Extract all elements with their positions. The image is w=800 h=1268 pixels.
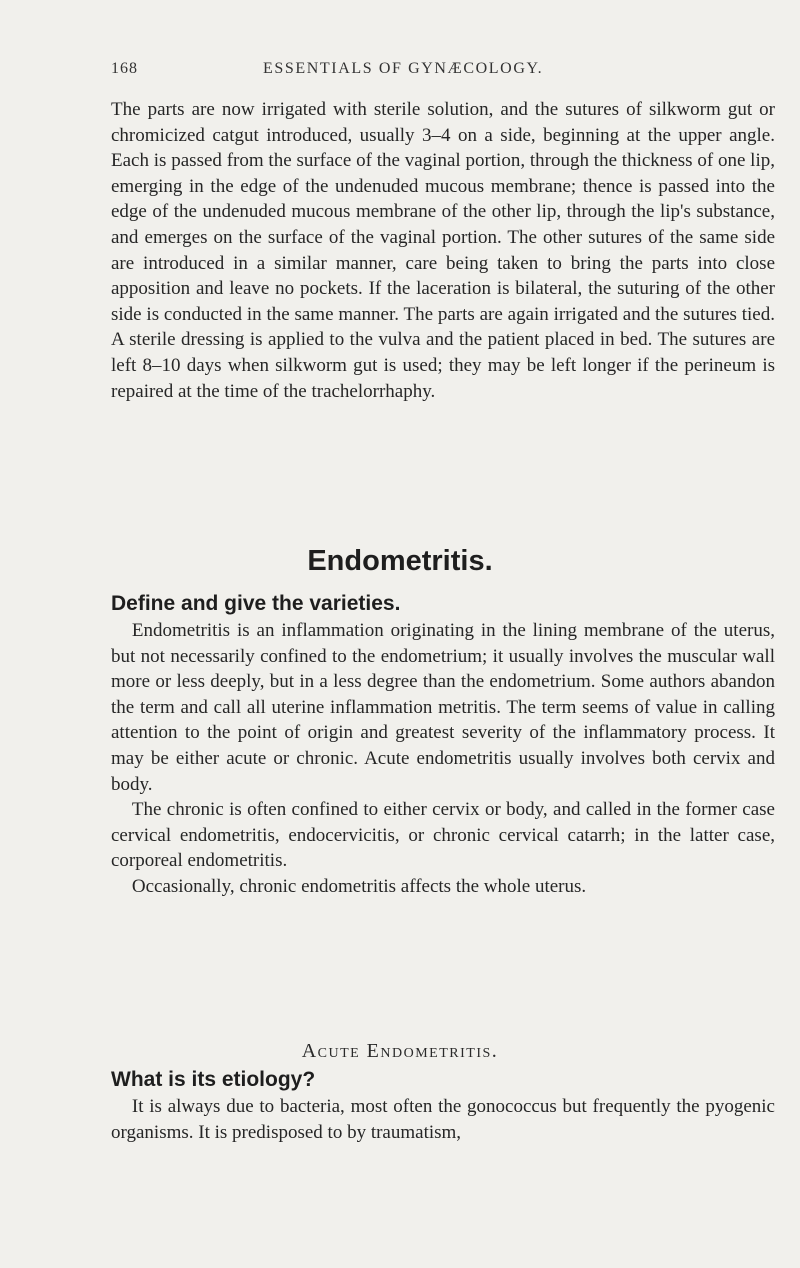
paragraph-text: It is always due to bacteria, most often the gonococcus but frequently the pyogenic organisms. It is predisposed to by traumatism, bbox=[111, 1096, 775, 1143]
paragraph-text: The parts are now irrigated with sterile solution, and the sutures of silkworm gut or chromicized catgut introduced, usually 3–4 on a side, beginning at the upper angle. Each is passed from the surface of the vaginal portion, through the thickness of one lip, emerging in the edge of the undenuded mucous membrane; thence is passed into the edge of the undenuded mucous membrane of the other lip, through the lip's substance, and emerges on the surface of the vaginal portion. The other sutures of the same side are introduced in a similar manner, care being taken to bring the parts into close apposition and leave no pockets. If the laceration is bilateral, the suturing of the other side is conducted in the same manner. The parts are again irrigated and the sutures tied. A sterile dressing is applied to the vulva and the patient placed in bed. The sutures are left 8–10 days when silkworm gut is used; they may be left longer if the perineum is repaired at the time of the trachelorrhaphy. bbox=[111, 99, 775, 402]
paragraph-text: Endometritis is an inflammation originating in the lining membrane of the uterus, but not necessarily confined to the endometrium; it usually involves the muscular wall more or less deeply, but in a less degree than the endometrium. Some authors abandon the term and call all uterine inflammation metritis. The term seems of value in calling attention to the point of origin and greatest severity of the inflammatory process. It may be either acute or chronic. Acute endometritis usually involves both cervix and body. bbox=[111, 620, 775, 795]
running-title: ESSENTIALS OF GYNÆCOLOGY. bbox=[263, 60, 544, 77]
paragraph-text: Occasionally, chronic endometritis affects the whole uterus. bbox=[131, 875, 587, 897]
question-etiology: What is its etiology? bbox=[111, 1068, 316, 1091]
paragraph-text: The chronic is often confined to either cervix or body, and called in the former case cervical endometritis, endocervicitis, or chronic cervical catarrh; in the latter case, corporeal endometritis. bbox=[111, 799, 775, 872]
section-heading: Acute Endometritis. bbox=[301, 1040, 499, 1062]
question-define: Define and give the varieties. bbox=[111, 592, 401, 615]
page-number: 168 bbox=[111, 60, 138, 77]
paragraph-definition bbox=[111, 618, 775, 900]
chapter-title: Endometritis. bbox=[307, 545, 493, 577]
paragraph-etiology bbox=[111, 1094, 775, 1145]
paragraph-trachelorrhaphy bbox=[111, 97, 775, 404]
